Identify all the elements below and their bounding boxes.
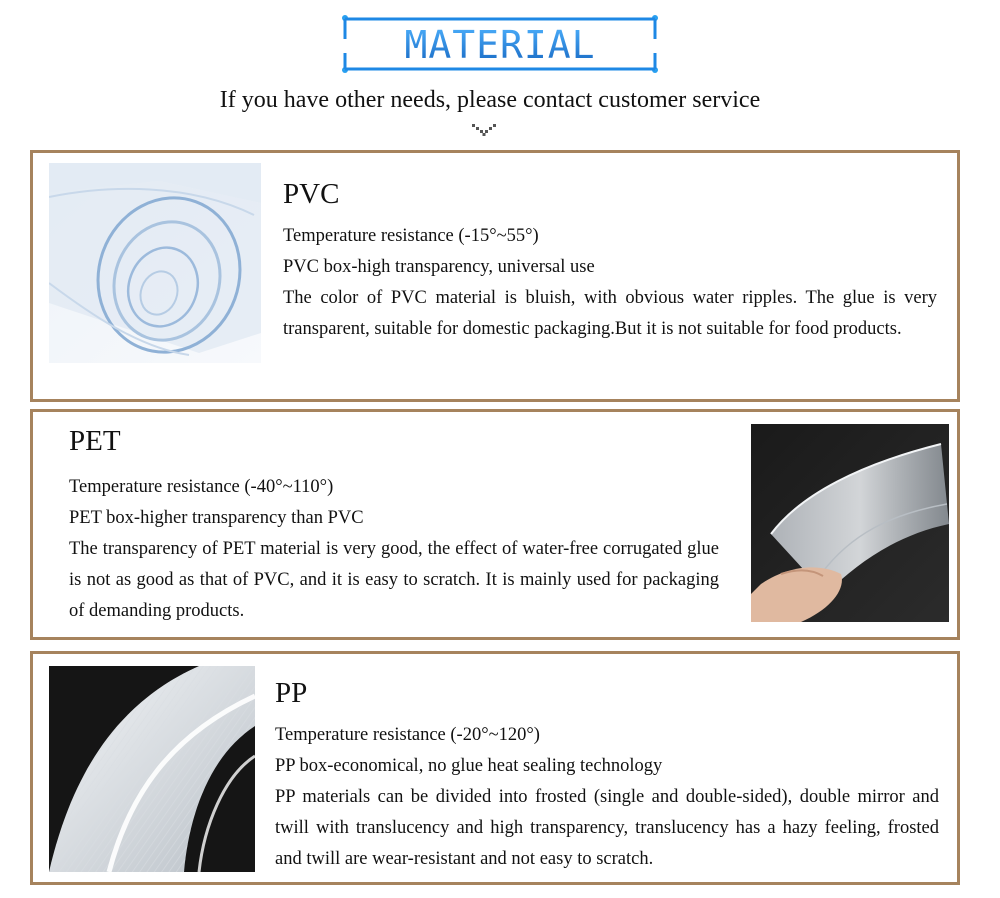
- page-title: MATERIAL: [342, 23, 658, 67]
- pvc-material-image: [49, 163, 261, 363]
- material-card-pp: [30, 651, 960, 885]
- material-description: PP materials can be divided into frosted (single and double-sided), double mirror and twill with translucency and high transparency, translucency has a hazy feeling, frosted and twill are wear-resistant and not easy to scratch.: [275, 787, 939, 869]
- pet-material-image: [751, 424, 949, 622]
- temperature-resistance: Temperature resistance (-20°~120°): [275, 725, 540, 745]
- material-summary: PVC box-high transparency, universal use: [283, 257, 595, 277]
- pet-sheet-held-by-hand-photo: [751, 424, 949, 622]
- material-card-pvc: [30, 150, 960, 402]
- pp-twill-sheet-photo: [49, 666, 255, 872]
- pvc-text-block: [283, 175, 937, 345]
- temperature-resistance: Temperature resistance (-40°~110°): [69, 477, 334, 497]
- rolled-pvc-sheet-photo: [49, 163, 261, 363]
- material-name: PVC: [283, 178, 340, 210]
- material-summary: PP box-economical, no glue heat sealing technology: [275, 756, 663, 776]
- temperature-resistance: Temperature resistance (-15°~55°): [283, 226, 539, 246]
- material-summary: PET box-higher transparency than PVC: [69, 508, 364, 528]
- material-name: PET: [69, 425, 121, 457]
- pp-material-image: [49, 666, 255, 872]
- page-subtitle: If you have other needs, please contact customer service: [219, 87, 761, 113]
- title-frame: [342, 15, 658, 73]
- pet-text-block: [69, 422, 719, 627]
- material-card-pet: [30, 409, 960, 640]
- pp-text-block: [275, 674, 939, 875]
- material-description: The transparency of PET material is very good, the effect of water-free corrugated glue is not as good as that of PVC, and it is easy to scratch. It is mainly used for packaging of demanding products.: [69, 539, 719, 621]
- material-description: The color of PVC material is bluish, with obvious water ripples. The glue is very transparent, suitable for domestic packaging.But it is not suitable for food products.: [283, 288, 937, 339]
- chevron-down-icon: [472, 124, 496, 138]
- material-name: PP: [275, 677, 308, 709]
